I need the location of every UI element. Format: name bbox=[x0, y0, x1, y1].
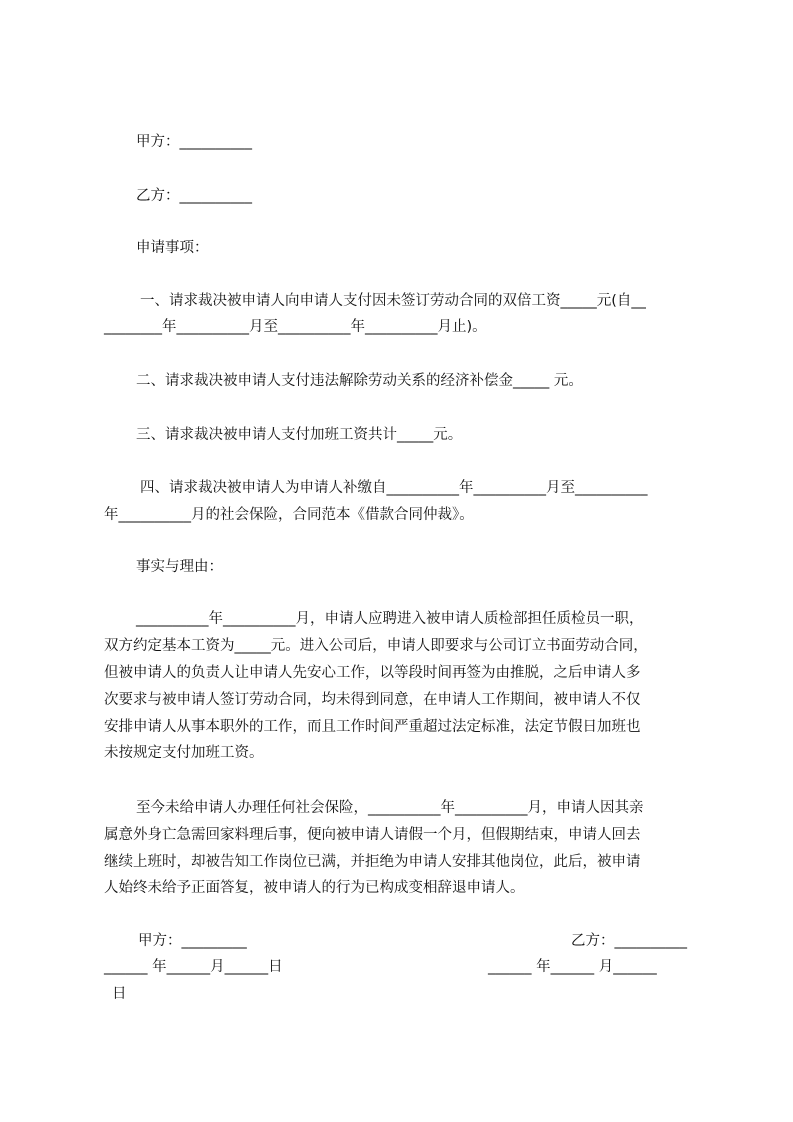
facts-p2-line-3: 继续上班时，却被告知工作岗位已满，并拒绝为申请人安排其他岗位，此后，被申请 bbox=[104, 854, 641, 870]
facts-p1-line-3: 但被申请人的负责人让申请人先安心工作，以等段时间再签为由推脱，之后申请人多 bbox=[104, 665, 641, 681]
facts-p2-line-1: 至今未给申请人办理任何社会保险，__________年__________月，申请人因其亲 bbox=[136, 800, 644, 816]
request-1-line-2: ________年__________月至__________年__________月止)。 bbox=[104, 319, 487, 335]
facts-p1-line-1: __________年__________月，申请人应聘进入被申请人质检部担任质检员一职， bbox=[136, 611, 644, 627]
facts-p2-line-2: 属意外身亡急需回家料理后事，便向被申请人请假一个月，但假期结束，申请人回去 bbox=[104, 827, 641, 843]
facts-p1-line-4: 次要求与被申请人签订劳动合同，均未得到同意，在申请人工作期间，被申请人不仅 bbox=[104, 692, 641, 708]
facts-p1-line-2: 双方约定基本工资为_____元。进入公司后，申请人即要求与公司订立书面劳动合同， bbox=[104, 638, 648, 654]
party-b-header: 乙方：__________ bbox=[136, 188, 252, 204]
signature-date-b-day: 日 bbox=[112, 986, 127, 1002]
party-a-header: 甲方：__________ bbox=[136, 134, 252, 150]
facts-p1-line-5: 安排申请人从事本职外的工作，而且工作时间严重超过法定标准，法定节假日加班也 bbox=[104, 719, 641, 735]
request-4-line-2: 年__________月的社会保险，合同范本《借款合同仲裁》。 bbox=[104, 507, 474, 523]
request-1-line-1: 一、请求裁决被申请人向申请人支付因未签订劳动合同的双倍工资_____元(自__ bbox=[140, 293, 646, 309]
signature-date-a: ______ 年______月______日 bbox=[104, 959, 283, 975]
signature-party-b: 乙方：__________ bbox=[571, 933, 687, 949]
request-title: 申请事项： bbox=[136, 240, 209, 256]
signature-date-b: ______ 年______ 月______ bbox=[488, 959, 657, 975]
facts-p2-line-4: 人始终未给予正面答复，被申请人的行为已构成变相辞退申请人。 bbox=[104, 880, 525, 896]
signature-party-a: 甲方：_________ bbox=[138, 933, 247, 949]
facts-p1-line-6: 未按规定支付加班工资。 bbox=[104, 745, 264, 761]
facts-title: 事实与理由： bbox=[136, 559, 223, 575]
request-2: 二、请求裁决被申请人支付违法解除劳动关系的经济补偿金_____ 元。 bbox=[136, 373, 583, 389]
request-4-line-1: 四、请求裁决被申请人为申请人补缴自__________年__________月至__________ bbox=[140, 480, 648, 496]
request-3: 三、请求裁决被申请人支付加班工资共计_____元。 bbox=[136, 427, 463, 443]
